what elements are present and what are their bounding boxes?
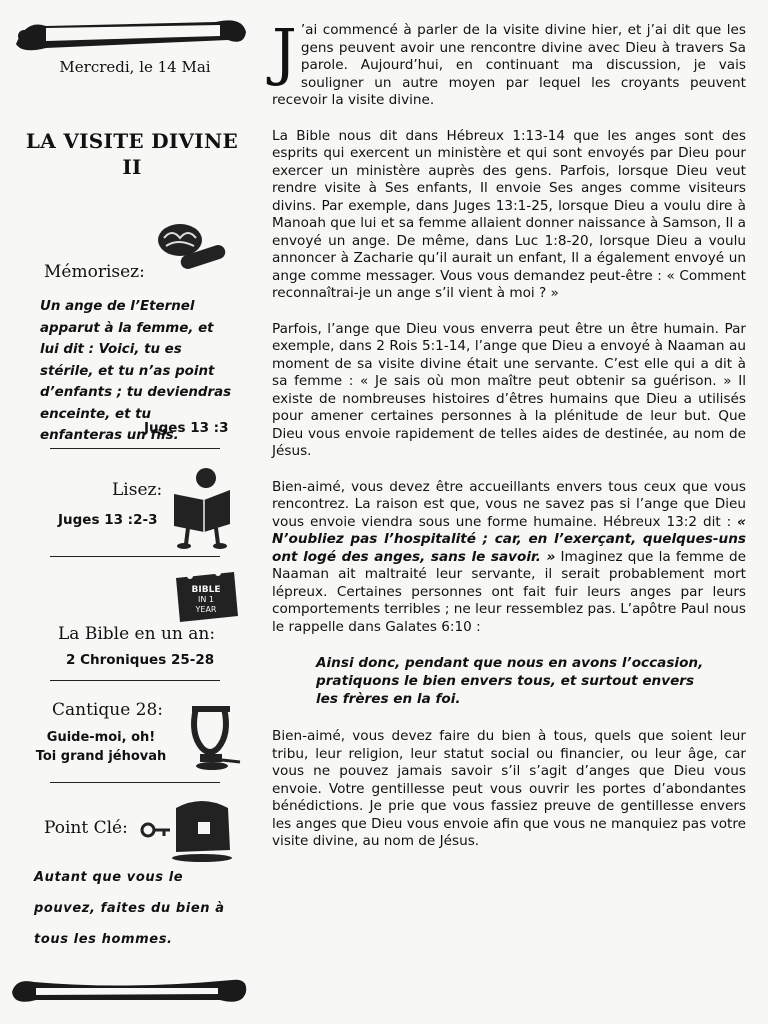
read-reference: Juges 13 :2-3 <box>58 512 158 528</box>
paragraph-angels: La Bible nous dit dans Hébreux 1:13-14 que les anges sont des esprits qui exercent un ministère et qui sont envoyés par Dieu pour exercer un ministère auprès des gens. Parfois, lorsque Dieu veut rendre visite à Ses enfants, Il envoie Ses anges comme visiteurs divins. Par exemple, dans Juges 13:1-25, lorsque Dieu a voulu dire à Manoah que lui et sa femme allaient donner naissance à Samson, Il a envoyé un ange. De même, dans Luc 1:8-20, lorsque Dieu a voulu annoncer à Zacharie qu’il aurait un enfant, Il a également envoyé un ange comme messager. Vous vous demandez peut-être : « Comment reconnaîtrai-je un ange s’il vient à moi ? » <box>272 127 746 301</box>
page-title <box>14 128 250 180</box>
paragraph-hospitality <box>272 479 746 637</box>
divider <box>50 556 220 557</box>
hymn-title-line-1: Guide-moi, oh! <box>46 730 156 745</box>
memory-verse: Un ange de l’Eternel apparut à la femme, et lui dit : Voici, tu es stérile, et tu n’as point d’enfants ; tu deviendras enceinte, et tu enfanteras un fils. <box>40 299 232 443</box>
scroll-bottom-ornament <box>6 970 252 1010</box>
read-label: Lisez: <box>112 480 163 500</box>
divider <box>50 448 220 449</box>
memory-verse-reference: Juges 13 :3 <box>144 420 229 436</box>
reading-person-icon <box>168 466 234 550</box>
svg-text:BIBLE: BIBLE <box>191 585 221 595</box>
date: Mercredi, le 14 Mai <box>59 58 211 76</box>
key-point-text: Autant que vous le pouvez, faites du bien à tous les hommes. <box>34 870 225 947</box>
hymn-title-line-2: Toi grand jéhovah <box>35 749 167 764</box>
hymn-label: Cantique 28: <box>52 700 164 720</box>
divider <box>50 680 220 681</box>
bible-year-label: La Bible en un an: <box>58 624 216 644</box>
title-line-1: LA VISITE DIVINE <box>25 129 239 153</box>
calendar-icon <box>170 568 242 624</box>
paragraph-conclusion: Bien-aimé, vous devez faire du bien à tous, quels que soient leur tribu, leur religion, leur statut social ou financier, ou leur âge, car vous ne pouvez jamais savoir s’il s’agit d’anges que Dieu vous envoie. Votre gentillesse peut vous ouvrir les portes d’abondantes bénédictions. Je prie que vous fassiez preuve de gentillesse envers les anges que Dieu vous envoie afin que vous ne manquiez pas votre visite divine, au nom de Jésus. <box>272 728 746 849</box>
paragraph-human-angels: Parfois, l’ange que Dieu vous enverra peut être un être humain. Par exemple, dans 2 Rois 5:1-14, l’ange que Dieu a envoyé à Naaman au moment de sa visite divine était une servante. C’est elle qui a dit à sa femme : « Je sais où mon maître peut obtenir sa guérison. » Il existe de nombreuses histoires d’êtres humains que Dieu a utilisés pour amener certaines personnes à la plénitude de leur but. Que Dieu vous envoie rapidement de telles aides de destinée, au nom de Jésus. <box>272 320 746 459</box>
title-line-2: II <box>122 155 142 179</box>
drop-cap: J <box>272 15 297 88</box>
paragraph-hospitality-text-a: Bien-aimé, vous devez être accueillants envers tous ceux que vous rencontrez. La raison est que, vous ne savez pas si l’ange que Dieu vous envoie viendra sous une forme humaine. Hébreux 13:2 dit : <box>272 478 746 530</box>
brain-scroll-icon <box>150 220 230 276</box>
key-chest-icon <box>136 794 240 864</box>
paragraph-intro-text: ’ai commencé à parler de la visite divine hier, et j’ai dit que les gens peuvent avoir une rencontre divine avec Dieu à travers Sa parole. Aujourd’hui, en continuant ma discussion, je vais souligner un autre moyen par lequel les croyants peuvent recevoir la visite divine. <box>272 22 746 108</box>
sidebar <box>0 0 258 1024</box>
paragraph-intro <box>272 15 746 110</box>
bible-year-reference: 2 Chroniques 25-28 <box>66 652 215 668</box>
divider <box>50 782 220 783</box>
svg-text:IN 1: IN 1 <box>198 595 214 604</box>
key-point-label: Point Clé: <box>44 818 128 838</box>
scroll-top-ornament <box>6 14 252 54</box>
galatians-blockquote: Ainsi donc, pendant que nous en avons l’occasion, pratiquons le bien envers tous, et surtout envers les frères en la foi. <box>316 655 704 707</box>
svg-text:YEAR: YEAR <box>195 605 217 614</box>
paragraph-hospitality-text-b: Imaginez que la femme de Naaman ait maltraité leur servante, il serait probablement mort lépreux. Certaines personnes ont fait fuir leurs anges par leurs comportements terribles ; ne leur ressemblez pas. L’apôtre Paul nous le rappelle dans Galates 6:10 : <box>272 548 746 635</box>
memorize-label: Mémorisez: <box>44 262 145 282</box>
hebrews-quote: « N’oubliez pas l’hospitalité ; car, en l’exerçant, quelques-uns ont logé des anges, sans le savoir. » <box>272 513 746 565</box>
article <box>272 15 746 869</box>
lyre-icon <box>186 704 244 772</box>
hymn-title <box>16 728 186 766</box>
